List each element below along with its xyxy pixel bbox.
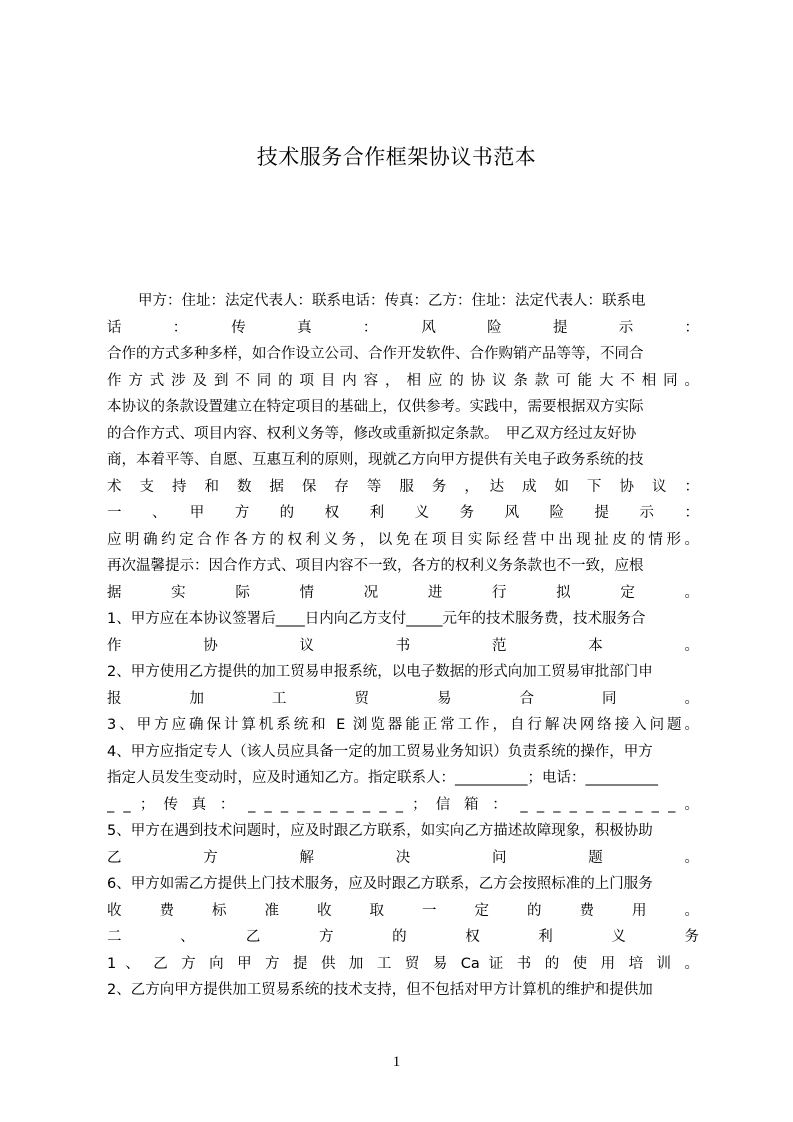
page-number: 1 [392, 1054, 401, 1070]
body-line: 作 协 议 书 范 本 。 [107, 637, 699, 654]
body-line: 作方式涉及到不同的项目内容，相应的协议条款可能大不相同。 [107, 372, 699, 389]
body-line: 6、甲方如需乙方提供上门技术服务，应及时跟乙方联系，乙方会按照标准的上门服务 [107, 876, 653, 892]
body-line: 3、甲方应确保计算机系统和 E 浏览器能正常工作，自行解决网络接入问题。 [107, 717, 699, 733]
body-line: 报 加 工 贸 易 合 同 。 [107, 690, 699, 707]
body-line: 合作的方式多种多样，如合作设立公司、合作开发软件、合作购销产品等等，不同合 [107, 346, 644, 362]
body-line: 1 、 乙 方 向 甲 方 提 供 加 工 贸 易 Ca 证 书 的 使 用 培 训 。 [107, 955, 699, 972]
body-line: 术 支 持 和 数 据 保 存 等 服 务 ， 达 成 如 下 协 议 ： [107, 478, 699, 495]
document-body [107, 288, 699, 1004]
body-line: 本协议的条款设置建立在特定项目的基础上，仅供参考。实践中，需要根据双方实际 [107, 399, 644, 415]
body-line: 1、甲方应在本协议签署后____日内向乙方支付_____元年的技术服务费，技术服务合 [107, 611, 646, 627]
body-line: 二 、 乙 方 的 权 利 义 务 [107, 929, 699, 945]
body-line: 2、乙方向甲方提供加工贸易系统的技术支持，但不包括对甲方计算机的维护和提供加 [107, 982, 653, 998]
body-line: 收 费 标 准 收 取 一 定 的 费 用 。 [107, 902, 699, 919]
body-line: 再次温馨提示：因合作方式、项目内容不一致，各方的权利义务条款也不一致，应根 [107, 558, 644, 574]
document-title: 技术服务合作框架协议书范本 [256, 145, 537, 169]
body-line: 乙 方 解 决 问 题 。 [107, 849, 699, 866]
body-line: _ _ ； 传 真 ： _ _ _ _ _ _ _ _ _ _ ； 信 箱 ： _ _ _ _ _ _ _ _ _ _ 。 [107, 796, 699, 813]
body-line: 的合作方式、项目内容、权利义务等，修改或重新拟定条款。 甲乙双方经过友好协 [107, 425, 637, 442]
body-line: 指定人员发生变动时，应及时通知乙方。指定联系人：__________；电话：__________ [107, 770, 658, 786]
body-line: 一 、 甲 方 的 权 利 义 务 风 险 提 示 ： [107, 505, 699, 521]
body-line: 4、甲方应指定专人（该人员应具备一定的加工贸易业务知识）负责系统的操作，甲方 [107, 743, 653, 760]
body-line: 甲方：住址：法定代表人：联系电话：传真：乙方：住址：法定代表人：联系电 [138, 293, 646, 309]
body-line: 5、甲方在遇到技术问题时，应及时跟乙方联系，如实向乙方描述故障现象，积极协助 [107, 823, 653, 839]
body-line: 应明确约定合作各方的权利义务，以免在项目实际经营中出现扯皮的情形。 [107, 531, 699, 548]
body-line: 2、甲方使用乙方提供的加工贸易申报系统，以电子数据的形式向加工贸易审批部门申 [107, 664, 653, 680]
body-line: 商，本着平等、自愿、互惠互利的原则，现就乙方向甲方提供有关电子政务系统的技 [107, 452, 644, 468]
body-line: 话 ： 传 真 ： 风 险 提 示 ： [107, 319, 699, 336]
body-line: 据 实 际 情 况 进 行 拟 定 。 [107, 584, 699, 601]
